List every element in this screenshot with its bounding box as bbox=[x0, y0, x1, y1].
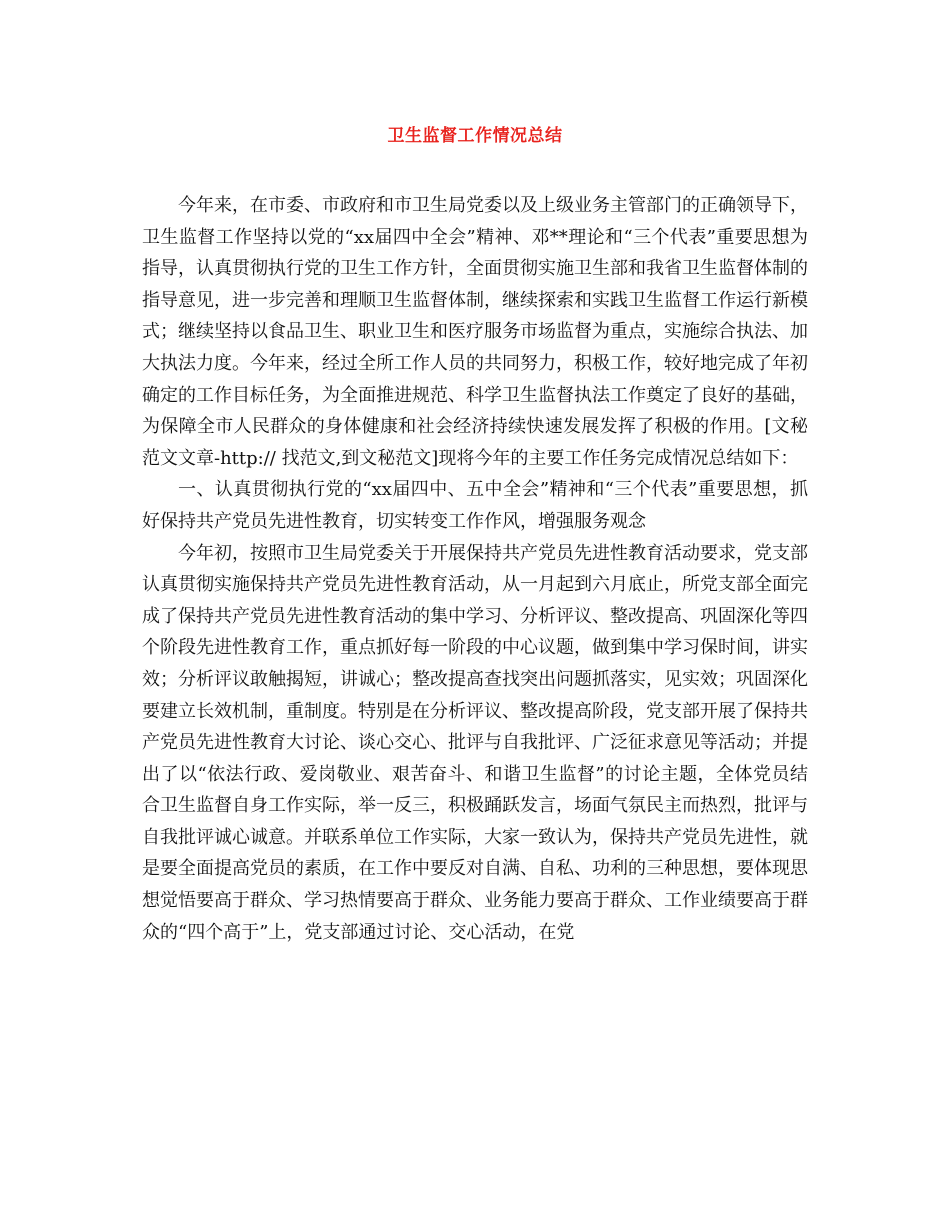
document-body bbox=[142, 190, 808, 948]
paragraph-section-heading-1: 一、认真贯彻执行党的“xx届四中、五中全会”精神和“三个代表”重要思想，抓好保持共产党员先进性教育，切实转变工作作风，增强服务观念 bbox=[142, 479, 808, 532]
paragraph-party-education: 今年初，按照市卫生局党委关于开展保持共产党员先进性教育活动要求，党支部认真贯彻实施保持共产党员先进性教育活动，从一月起到六月底止，所党支部全面完成了保持共产党员先进性教育活动的集中学习、分析评议、整改提高、巩固深化等四个阶段先进性教育工作，重点抓好每一阶段的中心议题，做到集中学习保时间，讲实效；分析评议敢触揭短，讲诚心；整改提高查找突出问题抓落实，见实效；巩固深化要建立长效机制，重制度。特别是在分析评议、整改提高阶段，党支部开展了保持共产党员先进性教育大讨论、谈心交心、批评与自我批评、广泛征求意见等活动；并提出了以“依法行政、爱岗敬业、艰苦奋斗、和谐卫生监督”的讨论主题，全体党员结合卫生监督自身工作实际，举一反三，积极踊跃发言，场面气氛民主而热烈，批评与自我批评诚心诚意。并联系单位工作实际，大家一致认为，保持共产党员先进性，就是要全面提高党员的素质，在工作中要反对自满、自私、功利的三种思想，要体现思想觉悟要高于群众、学习热情要高于群众、业务能力要高于群众、工作业绩要高于群众的“四个高于”上，党支部通过讨论、交心活动，在党 bbox=[142, 542, 808, 943]
paragraph-intro: 今年来，在市委、市政府和市卫生局党委以及上级业务主管部门的正确领导下，卫生监督工作坚持以党的“xx届四中全会”精神、邓**理论和“三个代表”重要思想为指导，认真贯彻执行党的卫生工作方针，全面贯彻实施卫生部和我省卫生监督体制的指导意见，进一步完善和理顺卫生监督体制，继续探索和实践卫生监督工作运行新模式；继续坚持以食品卫生、职业卫生和医疗服务市场监督为重点，实施综合执法、加大执法力度。今年来，经过全所工作人员的共同努力，积极工作，较好地完成了年初确定的工作目标任务，为全面推进规范、科学卫生监督执法工作奠定了良好的基础，为保障全市人民群众的身体健康和社会经济持续快速发展发挥了积极的作用。[文秘范文文章-http:// 找范文,到文秘范文]现将今年的主要工作任务完成情况总结如下： bbox=[142, 195, 808, 469]
document-title: 卫生监督工作情况总结 bbox=[387, 126, 563, 146]
